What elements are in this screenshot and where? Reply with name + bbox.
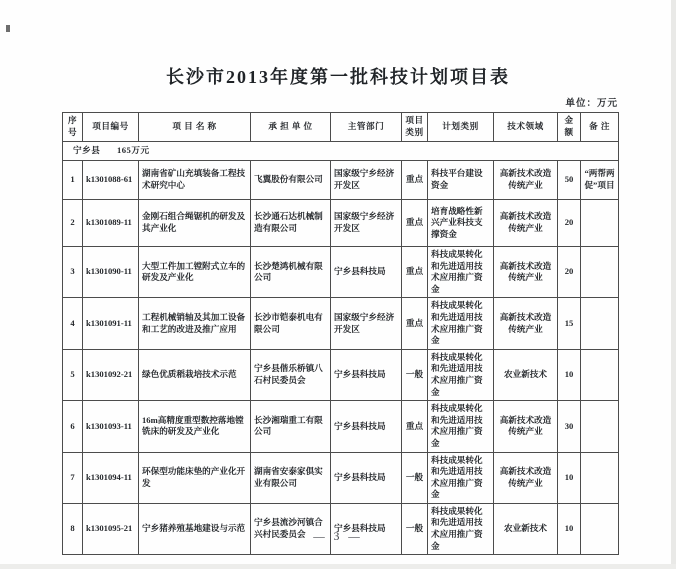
cell-department: 国家级宁乡经济开发区 bbox=[331, 200, 402, 247]
cell-amount: 20 bbox=[558, 247, 581, 298]
header-row bbox=[63, 113, 619, 142]
header-remark: 备 注 bbox=[581, 113, 619, 142]
cell-plan-category: 科技成果转化和先进适用技术应用推广资金 bbox=[428, 452, 494, 503]
cell-project-name: 环保型功能床垫的产业化开发 bbox=[139, 452, 251, 503]
cell-project-category: 一般 bbox=[402, 349, 428, 400]
cell-project-category: 重点 bbox=[402, 401, 428, 452]
cell-undertaker: 长沙通石达机械制造有限公司 bbox=[251, 200, 331, 247]
cell-amount: 10 bbox=[558, 349, 581, 400]
cell-plan-category: 科技平台建设资金 bbox=[428, 161, 494, 200]
cell-seq: 4 bbox=[63, 298, 83, 349]
cell-undertaker: 长沙楚鸿机械有限公司 bbox=[251, 247, 331, 298]
cell-amount: 20 bbox=[558, 200, 581, 247]
cell-project-name: 大型工件加工镗附式立车的研发及产业化 bbox=[139, 247, 251, 298]
cell-department: 宁乡县科技局 bbox=[331, 401, 402, 452]
cell-project-code: k1301090-11 bbox=[83, 247, 139, 298]
cell-project-category: 一般 bbox=[402, 503, 428, 554]
table-row bbox=[63, 452, 619, 503]
cell-project-category: 一般 bbox=[402, 452, 428, 503]
cell-department: 国家级宁乡经济开发区 bbox=[331, 298, 402, 349]
cell-department: 宁乡县科技局 bbox=[331, 503, 402, 554]
group-row-ningxiang bbox=[63, 142, 619, 161]
table-row bbox=[63, 161, 619, 200]
cell-undertaker: 长沙市铠泰机电有限公司 bbox=[251, 298, 331, 349]
cell-seq: 5 bbox=[63, 349, 83, 400]
header-plan-category: 计划类别 bbox=[428, 113, 494, 142]
cell-department: 宁乡县科技局 bbox=[331, 452, 402, 503]
cell-project-code: k1301089-11 bbox=[83, 200, 139, 247]
cell-project-category: 重点 bbox=[402, 161, 428, 200]
cell-project-category: 重点 bbox=[402, 298, 428, 349]
table-row bbox=[63, 401, 619, 452]
scan-edge-bottom bbox=[0, 564, 676, 569]
cell-department: 宁乡县科技局 bbox=[331, 349, 402, 400]
page-title: 长沙市2013年度第一批科技计划项目表 bbox=[166, 67, 510, 87]
cell-undertaker: 宁乡县流沙河镇合兴村民委员会 bbox=[251, 503, 331, 554]
scan-artifact-speck bbox=[6, 25, 10, 32]
cell-tech-field: 高新技术改造传统产业 bbox=[494, 247, 558, 298]
cell-department: 国家级宁乡经济开发区 bbox=[331, 161, 402, 200]
cell-project-code: k1301094-11 bbox=[83, 452, 139, 503]
cell-project-name: 湖南省矿山充填装备工程技术研究中心 bbox=[139, 161, 251, 200]
table-row bbox=[63, 200, 619, 247]
project-plan-table bbox=[62, 112, 619, 555]
cell-tech-field: 高新技术改造传统产业 bbox=[494, 161, 558, 200]
cell-remark bbox=[581, 401, 619, 452]
cell-project-code: k1301095-21 bbox=[83, 503, 139, 554]
cell-project-name: 16m高精度重型数控落地镗铣床的研发及产业化 bbox=[139, 401, 251, 452]
group-total-amount: 165万元 bbox=[116, 145, 150, 156]
cell-amount: 10 bbox=[558, 452, 581, 503]
cell-tech-field: 高新技术改造传统产业 bbox=[494, 200, 558, 247]
group-row-label bbox=[63, 142, 619, 161]
cell-undertaker: 湖南省安泰家俱实业有限公司 bbox=[251, 452, 331, 503]
header-tech-field: 技术领域 bbox=[494, 113, 558, 142]
header-undertaker: 承 担 单 位 bbox=[251, 113, 331, 142]
cell-department: 宁乡县科技局 bbox=[331, 247, 402, 298]
cell-plan-category: 科技成果转化和先进适用技术应用推广资金 bbox=[428, 247, 494, 298]
cell-undertaker: 长沙湘瑞重工有限公司 bbox=[251, 401, 331, 452]
cell-remark bbox=[581, 452, 619, 503]
cell-plan-category: 科技成果转化和先进适用技术应用推广资金 bbox=[428, 503, 494, 554]
cell-remark bbox=[581, 349, 619, 400]
table-row bbox=[63, 503, 619, 554]
cell-tech-field: 高新技术改造传统产业 bbox=[494, 401, 558, 452]
cell-remark bbox=[581, 503, 619, 554]
cell-project-code: k1301091-11 bbox=[83, 298, 139, 349]
cell-amount: 30 bbox=[558, 401, 581, 452]
cell-project-name: 工程机械销轴及其加工设备和工艺的改进及推广应用 bbox=[139, 298, 251, 349]
page-number: — 3 — bbox=[313, 531, 363, 543]
cell-remark: “两帮两促”项目 bbox=[581, 161, 619, 200]
table-row bbox=[63, 298, 619, 349]
cell-amount: 10 bbox=[558, 503, 581, 554]
cell-seq: 3 bbox=[63, 247, 83, 298]
cell-seq: 1 bbox=[63, 161, 83, 200]
cell-project-category: 重点 bbox=[402, 200, 428, 247]
unit-note: 单位：万元 bbox=[565, 99, 618, 109]
header-project-code: 项目编号 bbox=[83, 113, 139, 142]
header-seq: 序号 bbox=[63, 113, 83, 142]
group-region: 宁乡县 bbox=[73, 145, 101, 156]
cell-remark bbox=[581, 298, 619, 349]
cell-seq: 6 bbox=[63, 401, 83, 452]
cell-seq: 8 bbox=[63, 503, 83, 554]
cell-project-category: 重点 bbox=[402, 247, 428, 298]
cell-project-code: k1301092-21 bbox=[83, 349, 139, 400]
cell-plan-category: 科技成果转化和先进适用技术应用推广资金 bbox=[428, 298, 494, 349]
cell-tech-field: 高新技术改造传统产业 bbox=[494, 298, 558, 349]
cell-amount: 15 bbox=[558, 298, 581, 349]
table-row bbox=[63, 247, 619, 298]
cell-amount: 50 bbox=[558, 161, 581, 200]
cell-undertaker: 宁乡县偕乐桥镇八石村民委员会 bbox=[251, 349, 331, 400]
header-project-category: 项目类别 bbox=[402, 113, 428, 142]
cell-project-code: k1301088-61 bbox=[83, 161, 139, 200]
cell-remark bbox=[581, 200, 619, 247]
cell-project-name: 金刚石组合绳锯机的研发及其产业化 bbox=[139, 200, 251, 247]
cell-tech-field: 农业新技术 bbox=[494, 349, 558, 400]
cell-plan-category: 科技成果转化和先进适用技术应用推广资金 bbox=[428, 401, 494, 452]
cell-plan-category: 科技成果转化和先进适用技术应用推广资金 bbox=[428, 349, 494, 400]
cell-remark bbox=[581, 247, 619, 298]
cell-seq: 7 bbox=[63, 452, 83, 503]
cell-tech-field: 农业新技术 bbox=[494, 503, 558, 554]
table-row bbox=[63, 349, 619, 400]
header-department: 主管部门 bbox=[331, 113, 402, 142]
cell-seq: 2 bbox=[63, 200, 83, 247]
header-project-name: 项 目 名 称 bbox=[139, 113, 251, 142]
cell-project-code: k1301093-11 bbox=[83, 401, 139, 452]
cell-undertaker: 飞翼股份有限公司 bbox=[251, 161, 331, 200]
cell-project-name: 宁乡猪养殖基地建设与示范 bbox=[139, 503, 251, 554]
header-amount: 金额 bbox=[558, 113, 581, 142]
cell-plan-category: 培育战略性新兴产业科技支撑资金 bbox=[428, 200, 494, 247]
cell-tech-field: 高新技术改造传统产业 bbox=[494, 452, 558, 503]
cell-project-name: 绿色优质稻栽培技术示范 bbox=[139, 349, 251, 400]
